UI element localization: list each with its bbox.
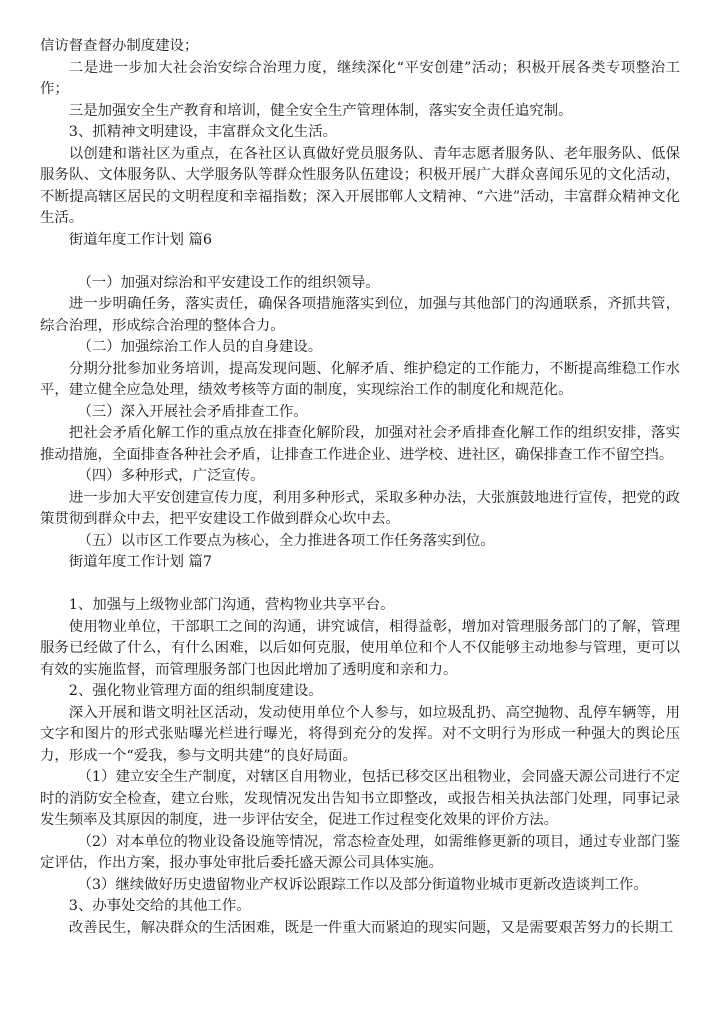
paragraph: 分期分批参加业务培训，提高发现问题、化解矛盾、维护稳定的工作能力，不断提高维稳工作水平，建立健全应急处理，绩效考核等方面的制度，实现综治工作的制度化和规范化。 [40, 360, 680, 398]
paragraph: 进一步明确任务，落实责任，确保各项措施落实到位，加强与其他部门的沟通联系，齐抓共管，综合治理，形成综合治理的整体合力。 [40, 296, 680, 334]
paragraph: 使用物业单位，干部职工之间的沟通，讲究诚信，相得益彰，增加对管理服务部门的了解，管理服务已经做了什么，有什么困难，以后如何克服，使用单位和个人不仅能够主动地参与管理，更可以有效的实施监督，而管理服务部门也因此增加了透明度和亲和力。 [40, 618, 680, 678]
paragraph: 把社会矛盾化解工作的重点放在排查化解阶段，加强对社会矛盾排查化解工作的组织安排，落实推动措施，全面排查各种社会矛盾，让排查工作进企业、进学校、进社区，确保排查工作不留空挡。 [40, 425, 680, 463]
paragraph: 二是进一步加大社会治安综合治理力度，继续深化“平安创建”活动；积极开展各类专项整治工作； [40, 59, 680, 97]
section-title: 街道年度工作计划 篇6 [68, 231, 213, 248]
paragraph: 三是加强安全生产教育和培训，健全安全生产管理体制，落实安全责任追究制。 [68, 102, 573, 119]
document-page [40, 36, 680, 939]
sub-heading: （一）加强对综治和平安建设工作的组织领导。 [77, 274, 380, 291]
paragraph: （3）继续做好历史遗留物业产权诉讼跟踪工作以及部分街道物业城市更新改造谈判工作。 [77, 876, 648, 893]
blank-line [40, 251, 680, 273]
section-heading: 3、办事处交给的其他工作。 [68, 898, 251, 914]
section-heading: 3、抓精神文明建设，丰富群众文化生活。 [68, 124, 337, 140]
blank-line [40, 574, 680, 596]
paragraph: 进一步加大平安创建宣传力度，利用多种形式，采取多种办法，大张旗鼓地进行宣传，把党的政策贯彻到群众中去，把平安建设工作做到群众心坎中去。 [40, 489, 680, 527]
paragraph: 信访督查督办制度建设； [40, 38, 199, 54]
section-heading: 1、加强与上级物业部门沟通，营构物业共享平台。 [68, 597, 395, 613]
sub-heading: （四）多种形式，广泛宣传。 [77, 468, 265, 484]
sub-heading: （三）深入开展社会矛盾排查工作。 [77, 403, 308, 420]
sub-heading: （五）以市区工作要点为核心，全力推进各项工作任务落实到位。 [77, 532, 495, 549]
paragraph: （1）建立安全生产制度，对辖区自用物业，包括已移交区出租物业，会同盛天源公司进行不定时的消防安全检查，建立台账，发现情况发出告知书立即整改，或报告相关执法部门处理，同事记录发生频率及其原因的制度，进一步评估安全，促进工作过程变化效果的评价方法。 [40, 769, 680, 828]
section-heading: 2、强化物业管理方面的组织制度建设。 [68, 683, 323, 699]
paragraph: 改善民生，解决群众的生活困难，既是一件重大而紧迫的现实问题，又是需要艰苦努力的长期工 [68, 919, 674, 936]
paragraph: 以创建和谐社区为重点，在各社区认真做好党员服务队、青年志愿者服务队、老年服务队、低保服务队、文体服务队、大学服务队等群众性服务队伍建设；积极开展广大群众喜闻乐见的文化活动，不断提高辖区居民的文明程度和幸福指数；深入开展邯郸人文精神、“六进”活动，丰富群众精神文化生活。 [40, 145, 680, 226]
paragraph: 深入开展和谐文明社区活动，发动使用单位个人参与，如垃圾乱扔、高空抛物、乱停车辆等，用文字和图片的形式张贴曝光栏进行曝光，将得到充分的发挥。对不文明行为形成一种强大的舆论压力，形成一个“爱我，参与文明共建”的良好局面。 [40, 704, 680, 764]
section-title: 街道年度工作计划 篇7 [68, 554, 213, 570]
sub-heading: （二）加强综治工作人员的自身建设。 [77, 339, 323, 355]
paragraph: （2）对本单位的物业设备设施等情况，常态检查处理，如需维修更新的项目，通过专业部门鉴定评估，作出方案，报办事处审批后委托盛天源公司具体实施。 [40, 833, 680, 871]
